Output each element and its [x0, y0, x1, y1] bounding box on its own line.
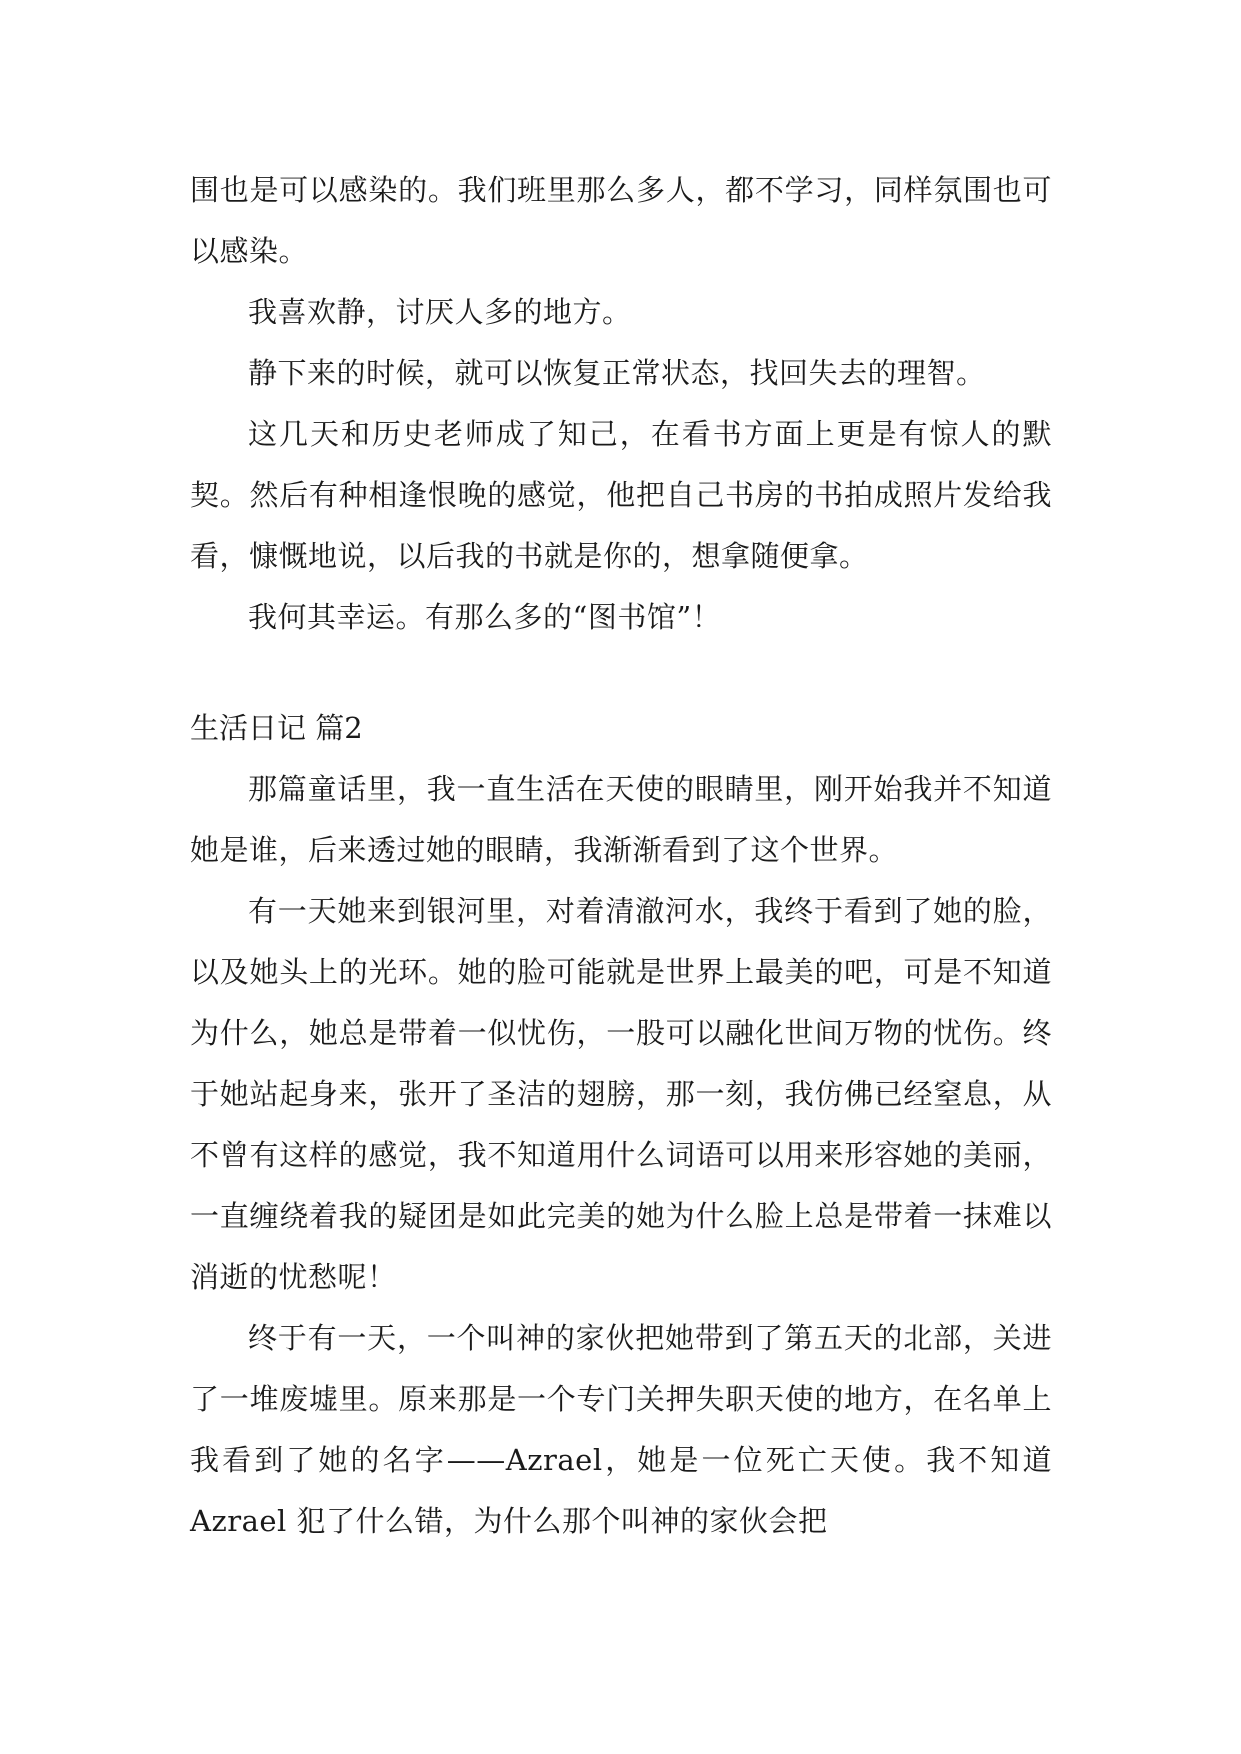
paragraph: 有一天她来到银河里，对着清澈河水，我终于看到了她的脸，以及她头上的光环。她的脸可能就是世界上最美的吧，可是不知道为什么，她总是带着一似忧伤，一股可以融化世间万物的忧伤。终于她站起身来，张开了圣洁的翅膀，那一刻，我仿佛已经窒息，从不曾有这样的感觉，我不知道用什么词语可以用来形容她的美丽，一直缠绕着我的疑团是如此完美的她为什么脸上总是带着一抹难以消逝的忧愁呢！	[190, 894, 1052, 1294]
section-heading: 生活日记 篇2	[190, 711, 363, 745]
section-gap	[190, 648, 1052, 698]
paragraph: 我何其幸运。有那么多的“图书馆”！	[248, 600, 722, 634]
paragraph: 这几天和历史老师成了知己，在看书方面上更是有惊人的默契。然后有种相逢恨晚的感觉，他把自己书房的书拍成照片发给我看，慷慨地说，以后我的书就是你的，想拿随便拿。	[190, 417, 1052, 573]
paragraph: 静下来的时候，就可以恢复正常状态，找回失去的理智。	[248, 356, 986, 390]
paragraph: 那篇童话里，我一直生活在天使的眼睛里，刚开始我并不知道她是谁，后来透过她的眼睛，我渐渐看到了这个世界。	[190, 772, 1052, 867]
paragraph: 终于有一天，一个叫神的家伙把她带到了第五天的北部，关进了一堆废墟里。原来那是一个专门关押失职天使的地方，在名单上我看到了她的名字——Azrael，她是一位死亡天使。我不知道 Azrael 犯了什么错，为什么那个叫神的家伙会把	[190, 1321, 1052, 1538]
paragraph-continued: 围也是可以感染的。我们班里那么多人，都不学习，同样氛围也可以感染。	[190, 173, 1052, 268]
paragraph: 我喜欢静，讨厌人多的地方。	[248, 295, 632, 329]
document-body	[190, 160, 1052, 1552]
